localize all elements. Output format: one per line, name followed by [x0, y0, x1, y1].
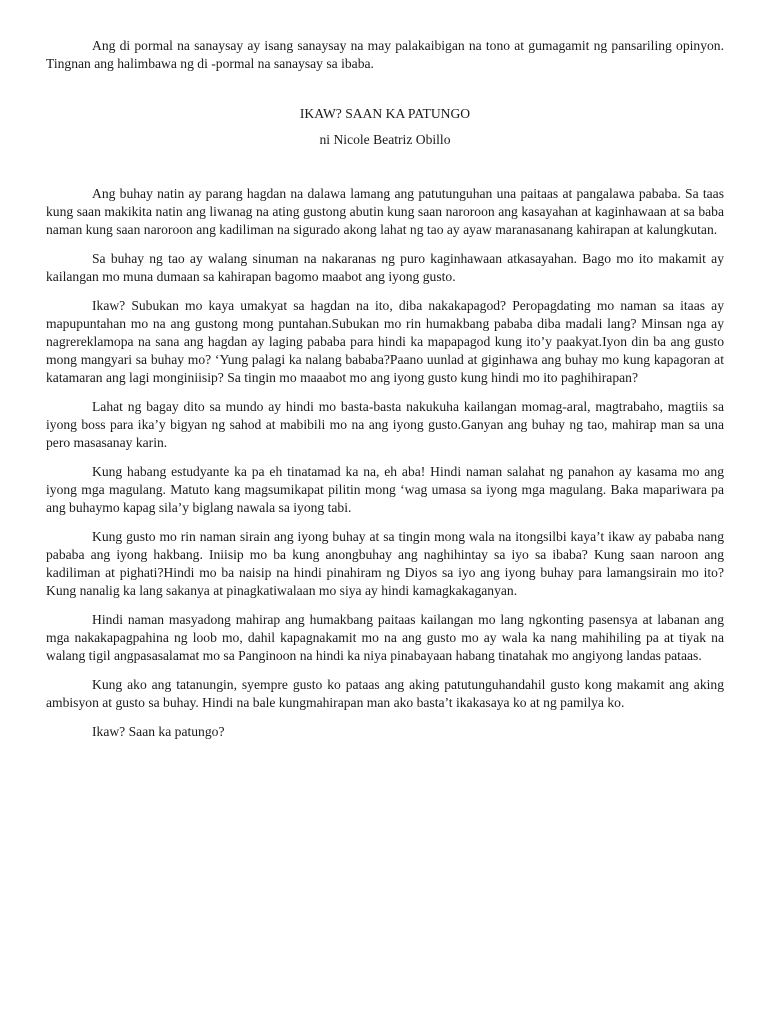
essay-paragraph-4: Lahat ng bagay dito sa mundo ay hindi mo basta-basta nakukuha kailangan momag-aral, magtrabaho, magtiis sa iyong boss para ika’y bigyan ng sahod at mabibili mo na ang iyong gusto.Ganyan ang buhay ng tao, mahirap man sa una pero masasanay karin. [46, 399, 724, 450]
document-page [46, 37, 724, 752]
essay-paragraph-9: Ikaw? Saan ka patungo? [92, 724, 225, 739]
essay-paragraph-7: Hindi naman masyadong mahirap ang humakbang paitaas kailangan mo lang ngkonting pasensya at labanan ang mga nakakapagpahina ng loob mo, dahil kapagnakamit mo na ang gusto mo ay wala ka nang mahihiling pa at tiyak na walang tigil angpasasalamat mo sa Panginoon na hindi ka niya pinabayaan habang tinatahak mo angiyong landas pataas. [46, 612, 724, 663]
essay-paragraph-2: Sa buhay ng tao ay walang sinuman na nakaranas ng puro kaginhawaan atkasayahan. Bago mo ito makamit ay kailangan mo muna dumaan sa kahirapan bagomo maabot ang iyong gusto. [46, 251, 724, 284]
essay-body [46, 185, 724, 741]
essay-paragraph-6: Kung gusto mo rin naman sirain ang iyong buhay at sa tingin mong wala na itongsilbi kaya’t ikaw ay pababa nang pababa ang iyong hakbang. Iniisip mo ba kung anongbuhay ang naghihintay sa iyo sa ibaba? Kung saan naroon ang kadiliman at pighati?Hindi mo ba naisip na hindi pinahiram ng Diyos sa iyo ang iyong buhay para lamangsirain mo ito? Kung nanalig ka lang sakanya at pinagkatiwalaan mo siya ay hindi kamagkakaganyan. [46, 529, 724, 598]
essay-paragraph-1: Ang buhay natin ay parang hagdan na dalawa lamang ang patutunguhan una paitaas at pangalawa pababa. Sa taas kung saan makikita natin ang liwanag na ating gustong abutin kung saan naroroon ang kasayahan at kaginhawaan at sa baba naman kung saan naroroon ang kadiliman na sigurado akong lahat ng tao ay ayaw maranasanang kahirapan at kalungkutan. [46, 186, 724, 237]
essay-paragraph-3: Ikaw? Subukan mo kaya umakyat sa hagdan na ito, diba nakakapagod? Peropagdating mo naman sa itaas ay mapupuntahan mo na ang gustong mong puntahan.Subukan mo rin humakbang pababa diba madali lang? Minsan nga ay nagrereklamopa na sana ang hagdan ay laging pababa para hindi ka mapapagod kung ito’y paakyat.Iyon din ba ang gusto mong mangyari sa buhay mo? ‘Yung palagi ka nalang bababa?Paano uunlad at giginhawa ang buhay mo kung kapagoran at katamaran ang lagi monginiisip? Sa tingin mo maaabot mo ang iyong gusto kung hindi mo ito paghihirapan? [46, 298, 724, 385]
essay-author: ni Nicole Beatriz Obillo [319, 132, 451, 147]
essay-title: IKAW? SAAN KA PATUNGO [299, 106, 471, 121]
essay-paragraph-5: Kung habang estudyante ka pa eh tinatamad ka na, eh aba! Hindi naman salahat ng panahon ay kasama mo ang iyong mga magulang. Matuto kang magsumikapat pilitin mong ‘wag umasa sa iyong mga magulang. Baka mapariwara pa ang buhaymo kapag sila’y biglang nawala sa iyong tabi. [46, 464, 724, 515]
intro-paragraph: Ang di pormal na sanaysay ay isang sanaysay na may palakaibigan na tono at gumagamit ng pansariling opinyon. Tingnan ang halimbawa ng di -pormal na sanaysay sa ibaba. [46, 38, 724, 71]
essay-paragraph-8: Kung ako ang tatanungin, syempre gusto ko pataas ang aking patutunguhandahil gusto kong makamit ang aking ambisyon at gusto sa buhay. Hindi na bale kungmahirapan man ako basta’t ikakasaya ko at ng pamilya ko. [46, 677, 724, 710]
